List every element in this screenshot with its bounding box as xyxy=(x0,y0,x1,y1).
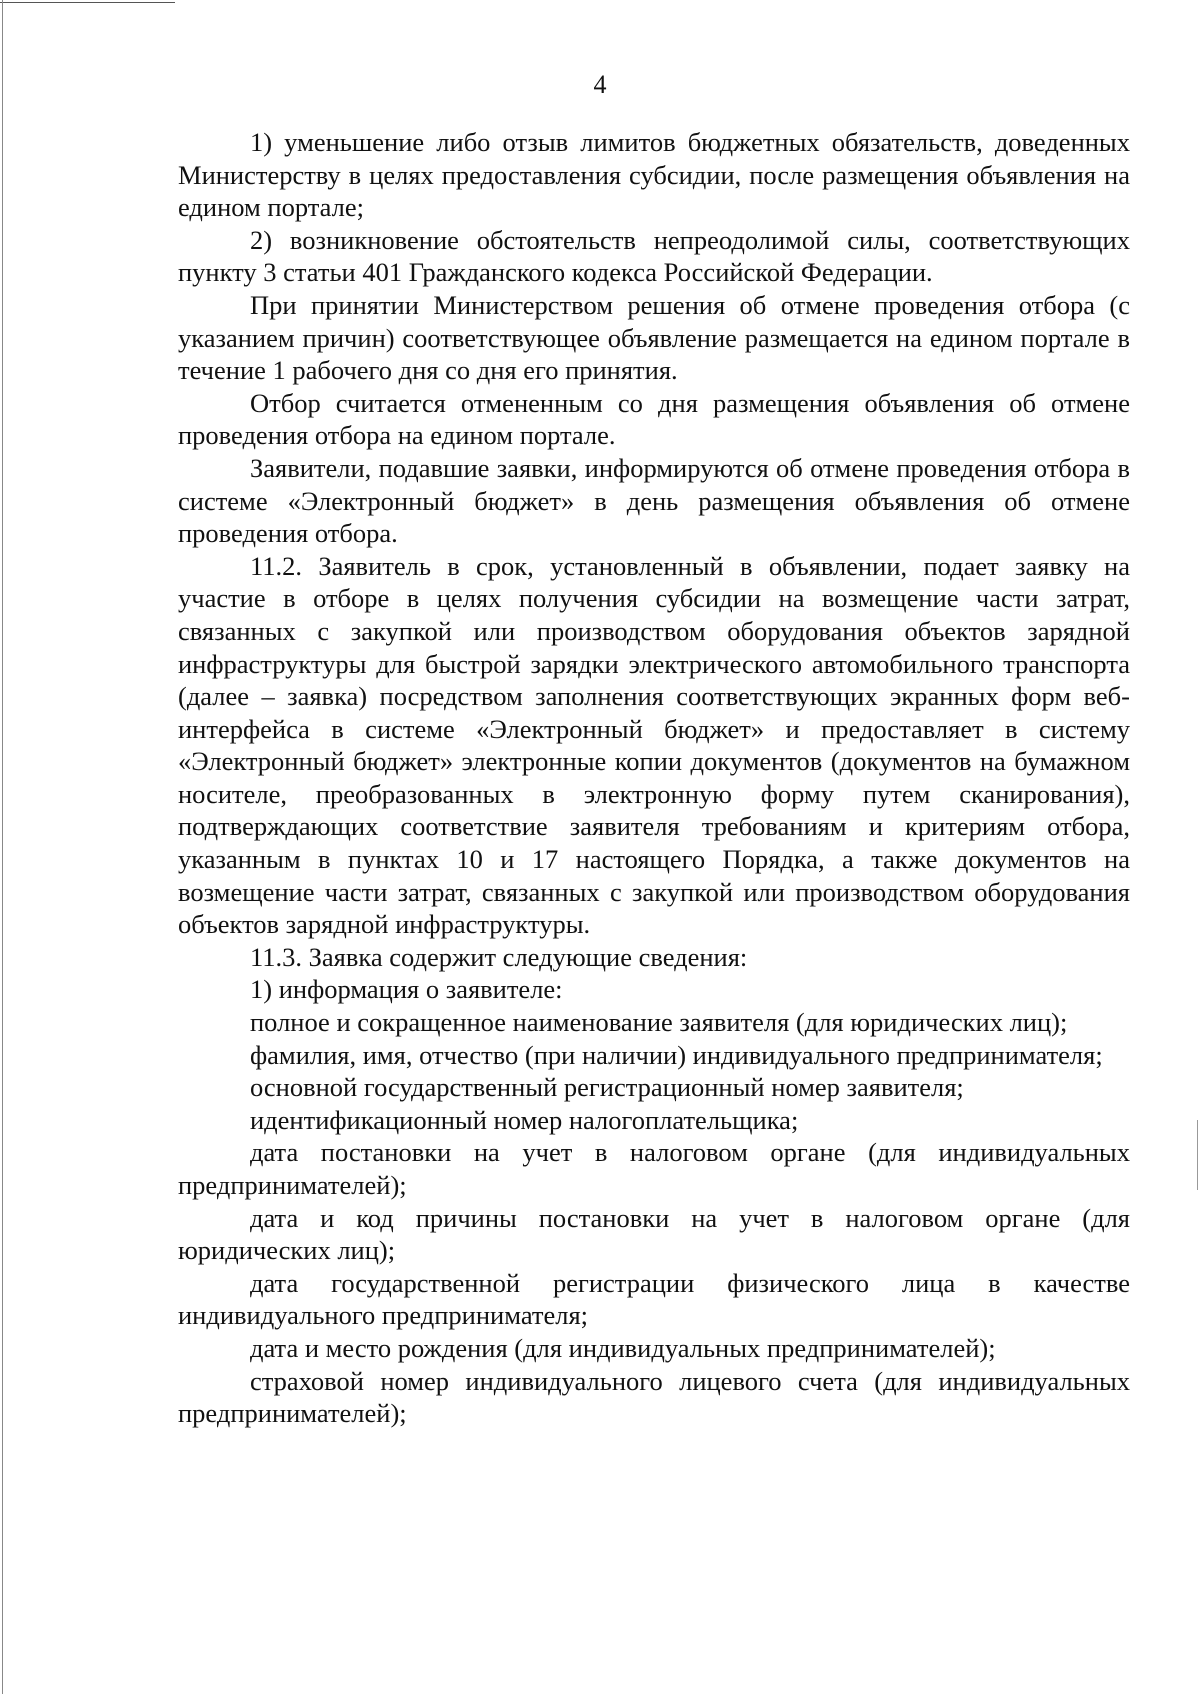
scan-edge-top xyxy=(0,2,175,3)
paragraph: 2) возникновение обстоятельств непреодолимой силы, соответствующих пункту 3 статьи 401 Гражданского кодекса Российской Федерации. xyxy=(178,224,1130,288)
paragraph: дата постановки на учет в налоговом органе (для индивидуальных предпринимателей); xyxy=(178,1137,1130,1200)
page-number: 4 xyxy=(593,70,607,99)
paragraph: полное и сокращенное наименование заявителя (для юридических лиц); xyxy=(250,1007,1068,1038)
paragraph: 1) информация о заявителе: xyxy=(250,974,563,1005)
paragraph: 1) уменьшение либо отзыв лимитов бюджетных обязательств, доведенных Министерству в целях предоставления субсидии, после размещения объявления на едином портале; xyxy=(178,127,1130,223)
paragraph: фамилия, имя, отчество (при наличии) индивидуального предпринимателя; xyxy=(250,1039,1103,1070)
paragraph: идентификационный номер налогоплательщика; xyxy=(250,1104,799,1135)
paragraph: Заявители, подавшие заявки, информируются об отмене проведения отбора в системе «Электронный бюджет» в день размещения объявления об отмене проведения отбора. xyxy=(178,452,1130,549)
paragraph: дата государственной регистрации физического лица в качестве индивидуального предпринимателя; xyxy=(178,1267,1130,1331)
paragraph: страховой номер индивидуального лицевого счета (для индивидуальных предпринимателей); xyxy=(178,1365,1130,1429)
scan-edge-left xyxy=(2,0,3,1694)
paragraph: дата и место рождения (для индивидуальных предпринимателей); xyxy=(250,1332,996,1363)
paragraph: 11.2. Заявитель в срок, установленный в объявлении, подает заявку на участие в отборе в целях получения субсидии на возмещение части затрат, связанных с закупкой или производством оборудования объектов зарядной инфраструктуры для быстрой зарядки электрического автомобильного транспорта (далее – заявка) посредством заполнения соответствующих экранных форм веб-интерфейса в системе «Электронный бюджет» и предоставляет в систему «Электронный бюджет» электронные копии документов (документов на бумажном носителе, преобразованных в электронную форму путем сканирования), подтверждающих соответствие заявителя требованиям и критериям отбора, указанным в пунктах 10 и 17 настоящего Порядка, а также документов на возмещение части затрат, связанных с закупкой или производством оборудования объектов зарядной инфраструктуры. xyxy=(178,550,1130,940)
document-body xyxy=(178,126,1130,1430)
paragraph: 11.3. Заявка содержит следующие сведения: xyxy=(250,941,748,972)
paragraph: При принятии Министерством решения об отмене проведения отбора (с указанием причин) соответствующее объявление размещается на едином портале в течение 1 рабочего дня со дня его принятия. xyxy=(178,289,1130,386)
scan-edge-right xyxy=(1197,1120,1198,1190)
paragraph: Отбор считается отмененным со дня размещения объявления об отмене проведения отбора на едином портале. xyxy=(178,387,1130,451)
paragraph: основной государственный регистрационный номер заявителя; xyxy=(250,1072,964,1103)
paragraph: дата и код причины постановки на учет в налоговом органе (для юридических лиц); xyxy=(178,1202,1130,1266)
